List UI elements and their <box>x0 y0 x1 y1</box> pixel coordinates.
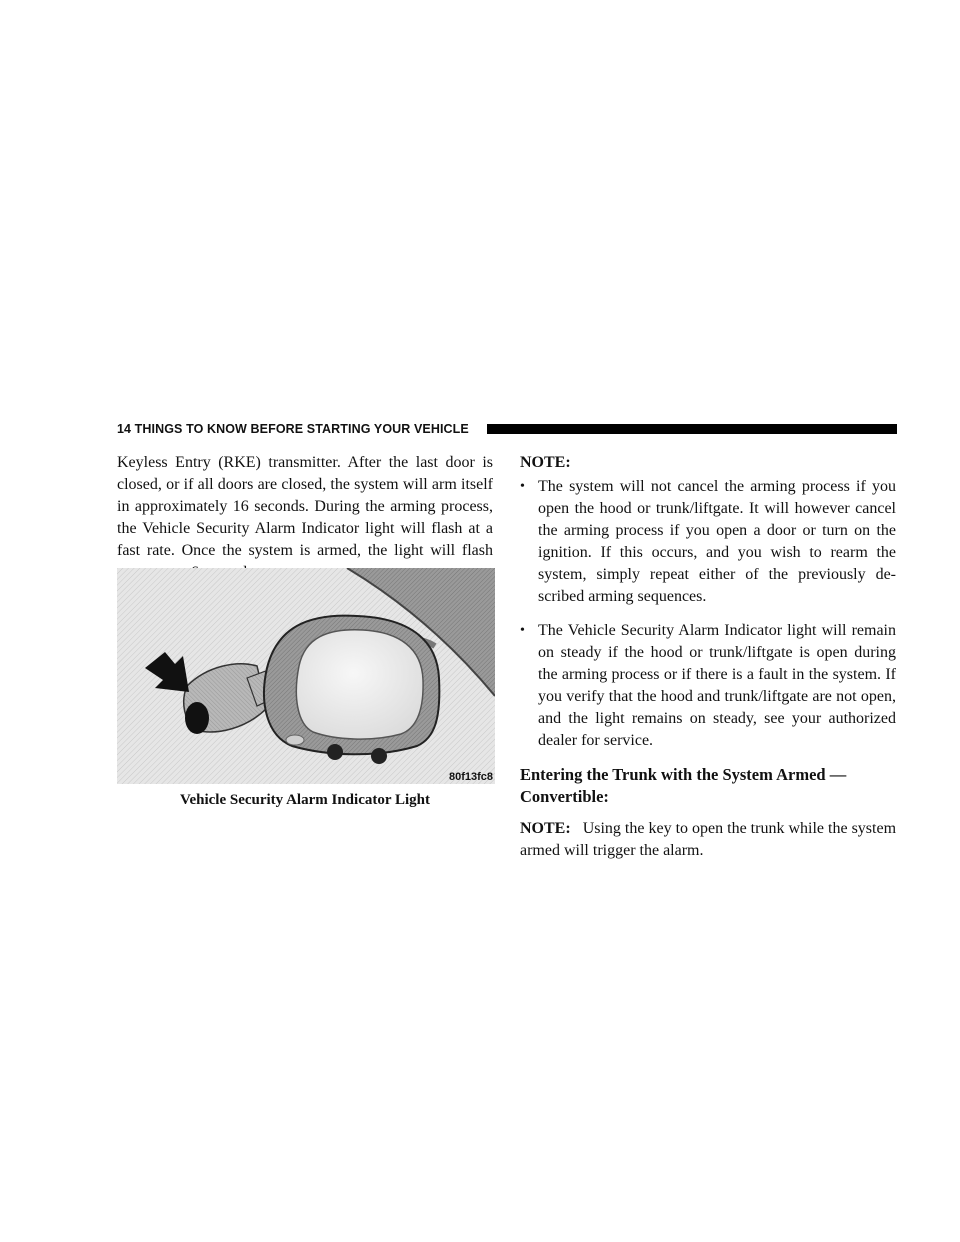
figure-caption: Vehicle Security Alarm Indicator Light <box>180 792 430 808</box>
header-text: 14 THINGS TO KNOW BEFORE STARTING YOUR VEHICLE <box>117 422 469 436</box>
note2-label: NOTE: <box>520 820 571 837</box>
bullet-text: The Vehicle Security Alarm Indicator light will remain on steady if the hood or trunk/liftgate is open during the arming process or if there is a fault in the system. If you verify that the hood and trunk/liftgate are not open, and the light remains on steady, see your authorized dealer for service. <box>538 622 896 749</box>
figure-code: 80f13fc8 <box>449 771 494 783</box>
bullet-icon: • <box>520 479 525 494</box>
list-item <box>520 620 896 752</box>
left-column <box>117 452 493 584</box>
intro-paragraph: Keyless Entry (RKE) transmitter. After the last door is closed, or if all doors are closed, the system will arm itself in approximately 16 seconds. During the arming process, the Vehicle Security Alarm Indicator light will flash at a fast rate. Once the system is armed, the light will flash <box>117 454 493 559</box>
note2-text: Using the key to open the trunk while the system armed will trigger the alarm. <box>520 820 897 859</box>
list-item <box>520 476 896 608</box>
header-rule-bar <box>487 424 897 434</box>
mirror-figure <box>117 568 495 784</box>
bullet-text: The system will not cancel the arming process if you open the hood or trunk/liftgate. It will however cancel the arming process if you open a door or turn on the ignition. If this occurs, and you wish to rearm the system, simply repeat either of the previously de-scribed arming sequences. <box>538 478 896 605</box>
note-bullet-list <box>520 476 896 752</box>
page-header <box>117 421 897 439</box>
note-paragraph <box>520 818 896 862</box>
note-label: NOTE: <box>520 454 571 471</box>
section-heading: Entering the Trunk with the System Armed — Convertible: <box>520 765 847 806</box>
right-column <box>520 452 896 862</box>
bullet-icon: • <box>520 623 525 638</box>
rearview-mirror-illustration-icon <box>117 568 495 784</box>
